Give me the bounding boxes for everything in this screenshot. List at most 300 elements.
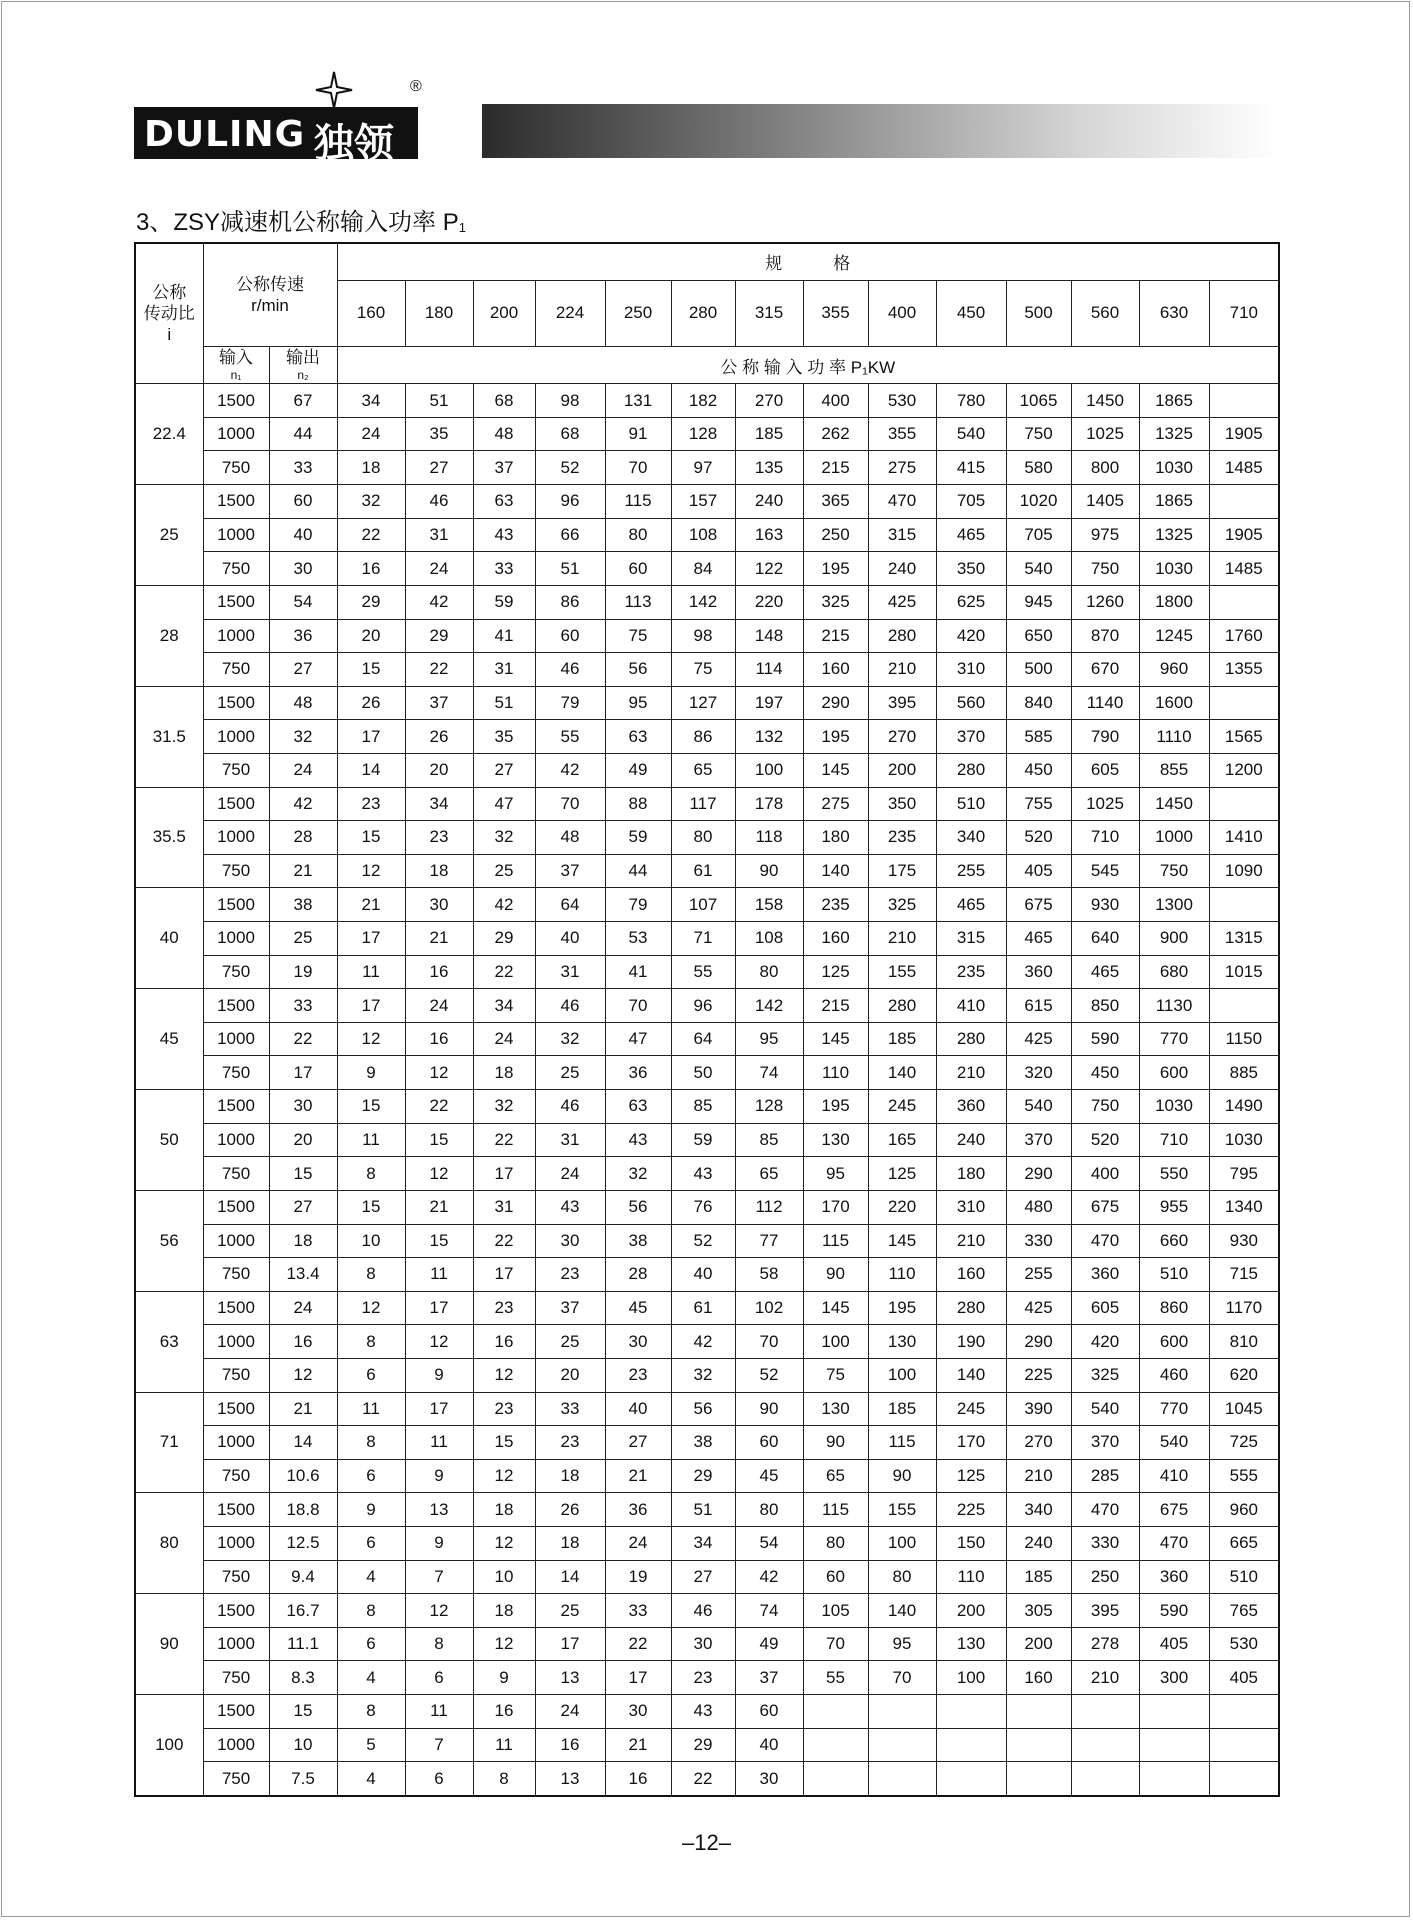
power-cell: 1030	[1139, 1090, 1209, 1124]
power-cell: 25	[473, 854, 535, 888]
power-cell: 59	[605, 821, 671, 855]
power-cell	[1139, 1728, 1209, 1762]
power-cell: 17	[535, 1627, 605, 1661]
power-cell: 14	[337, 753, 405, 787]
power-cell: 70	[868, 1661, 936, 1695]
ratio-cell: 71	[135, 1392, 203, 1493]
power-cell: 850	[1071, 989, 1139, 1023]
ratio-header-line2: 传动比	[143, 304, 195, 323]
power-cell: 1760	[1209, 619, 1279, 653]
speed-header-unit: r/min	[251, 295, 289, 315]
power-cell: 51	[405, 384, 473, 418]
output-speed-cell: 15	[269, 1695, 337, 1729]
power-cell: 79	[605, 888, 671, 922]
power-cell: 43	[671, 1157, 735, 1191]
table-row	[135, 518, 1279, 552]
power-cell: 11	[405, 1426, 473, 1460]
power-cell: 12	[405, 1056, 473, 1090]
power-cell: 900	[1139, 922, 1209, 956]
table-row	[135, 1459, 1279, 1493]
power-cell	[1209, 384, 1279, 418]
size-header: 160	[337, 280, 405, 346]
power-cell: 32	[473, 1090, 535, 1124]
power-cell: 32	[535, 1022, 605, 1056]
power-cell: 855	[1139, 753, 1209, 787]
power-cell: 56	[605, 1190, 671, 1224]
power-cell: 125	[803, 955, 868, 989]
table-row	[135, 1258, 1279, 1292]
power-cell: 17	[405, 1392, 473, 1426]
brand-logo	[134, 70, 424, 167]
power-cell: 85	[671, 1090, 735, 1124]
input-speed-cell: 1000	[203, 619, 269, 653]
ratio-cell: 28	[135, 585, 203, 686]
ratio-cell: 22.4	[135, 384, 203, 485]
power-cell	[1209, 1695, 1279, 1729]
power-cell: 605	[1071, 753, 1139, 787]
power-cell: 30	[671, 1627, 735, 1661]
power-cell: 115	[803, 1224, 868, 1258]
power-cell: 420	[936, 619, 1006, 653]
power-cell: 18	[337, 451, 405, 485]
power-cell: 85	[735, 1123, 803, 1157]
power-cell: 142	[735, 989, 803, 1023]
power-cell: 765	[1209, 1594, 1279, 1628]
power-cell: 8	[337, 1594, 405, 1628]
power-cell: 1565	[1209, 720, 1279, 754]
power-cell: 29	[671, 1728, 735, 1762]
size-header: 250	[605, 280, 671, 346]
power-cell: 155	[868, 1493, 936, 1527]
power-cell: 1025	[1071, 417, 1139, 451]
table-row	[135, 1090, 1279, 1124]
size-header: 315	[735, 280, 803, 346]
power-cell: 275	[868, 451, 936, 485]
power-cell: 370	[1071, 1426, 1139, 1460]
power-cell: 100	[868, 1358, 936, 1392]
power-cell: 8	[337, 1258, 405, 1292]
power-cell: 19	[605, 1560, 671, 1594]
power-cell: 170	[936, 1426, 1006, 1460]
size-header: 200	[473, 280, 535, 346]
power-cell: 180	[803, 821, 868, 855]
power-cell: 132	[735, 720, 803, 754]
power-cell: 1045	[1209, 1392, 1279, 1426]
speed-header	[203, 243, 337, 346]
power-cell: 975	[1071, 518, 1139, 552]
power-cell: 210	[936, 1056, 1006, 1090]
power-cell: 12	[337, 1291, 405, 1325]
power-cell: 48	[535, 821, 605, 855]
power-cell: 178	[735, 787, 803, 821]
power-cell: 18	[473, 1594, 535, 1628]
ratio-cell: 63	[135, 1291, 203, 1392]
power-cell: 16	[337, 552, 405, 586]
power-cell: 1130	[1139, 989, 1209, 1023]
power-cell: 160	[803, 653, 868, 687]
power-cell: 20	[535, 1358, 605, 1392]
power-cell: 110	[868, 1258, 936, 1292]
power-cell: 225	[1006, 1358, 1071, 1392]
page-number: –12–	[682, 1830, 731, 1855]
power-cell: 520	[1071, 1123, 1139, 1157]
power-cell: 97	[671, 451, 735, 485]
power-cell: 1450	[1139, 787, 1209, 821]
power-cell: 210	[868, 922, 936, 956]
power-cell: 37	[535, 1291, 605, 1325]
power-cell: 130	[868, 1325, 936, 1359]
ratio-cell: 56	[135, 1190, 203, 1291]
power-cell: 9	[405, 1459, 473, 1493]
power-cell: 320	[1006, 1056, 1071, 1090]
power-cell: 140	[868, 1056, 936, 1090]
power-cell: 40	[605, 1392, 671, 1426]
power-cell: 705	[936, 485, 1006, 519]
power-cell: 370	[936, 720, 1006, 754]
power-cell: 49	[605, 753, 671, 787]
power-cell: 16	[605, 1762, 671, 1796]
power-cell: 9	[405, 1526, 473, 1560]
input-speed-symbol: n₁	[230, 368, 242, 383]
power-cell: 60	[803, 1560, 868, 1594]
power-cell: 245	[936, 1392, 1006, 1426]
power-cell: 175	[868, 854, 936, 888]
power-cell: 50	[671, 1056, 735, 1090]
power-cell: 1340	[1209, 1190, 1279, 1224]
power-cell: 9	[337, 1056, 405, 1090]
output-speed-cell: 30	[269, 1090, 337, 1124]
power-cell: 1485	[1209, 552, 1279, 586]
power-cell: 95	[803, 1157, 868, 1191]
power-cell: 12	[405, 1594, 473, 1628]
power-cell: 90	[868, 1459, 936, 1493]
power-cell: 91	[605, 417, 671, 451]
output-speed-cell: 21	[269, 1392, 337, 1426]
star-icon	[314, 70, 354, 110]
power-cell: 27	[671, 1560, 735, 1594]
power-cell: 1600	[1139, 686, 1209, 720]
power-cell: 31	[473, 653, 535, 687]
size-header: 180	[405, 280, 473, 346]
power-cell: 170	[803, 1190, 868, 1224]
power-cell: 15	[337, 821, 405, 855]
section-title-text: 3、ZSY减速机公称输入功率 P	[136, 209, 459, 236]
power-cell: 200	[1006, 1627, 1071, 1661]
power-cell: 23	[405, 821, 473, 855]
power-cell: 750	[1006, 417, 1071, 451]
power-cell: 6	[337, 1627, 405, 1661]
input-speed-cell: 750	[203, 1358, 269, 1392]
ratio-cell: 25	[135, 485, 203, 586]
power-cell: 32	[337, 485, 405, 519]
table-row	[135, 1190, 1279, 1224]
power-cell: 76	[671, 1190, 735, 1224]
power-cell: 255	[1006, 1258, 1071, 1292]
power-cell: 24	[535, 1695, 605, 1729]
power-cell: 22	[671, 1762, 735, 1796]
power-cell: 360	[1139, 1560, 1209, 1594]
output-speed-cell: 22	[269, 1022, 337, 1056]
power-cell: 1025	[1071, 787, 1139, 821]
power-cell: 33	[605, 1594, 671, 1628]
output-speed-cell: 24	[269, 753, 337, 787]
input-speed-cell: 750	[203, 552, 269, 586]
power-cell: 95	[868, 1627, 936, 1661]
power-cell: 23	[473, 1392, 535, 1426]
power-cell: 840	[1006, 686, 1071, 720]
power-cell: 117	[671, 787, 735, 821]
power-cell: 16	[473, 1325, 535, 1359]
table-row	[135, 989, 1279, 1023]
power-cell: 25	[535, 1325, 605, 1359]
power-cell: 160	[1006, 1661, 1071, 1695]
power-cell: 400	[803, 384, 868, 418]
power-cell: 280	[868, 989, 936, 1023]
power-cell: 68	[473, 384, 535, 418]
power-cell: 12	[473, 1358, 535, 1392]
power-cell: 90	[735, 854, 803, 888]
power-cell: 770	[1139, 1392, 1209, 1426]
power-cell: 27	[473, 753, 535, 787]
power-cell: 20	[405, 753, 473, 787]
power-cell: 95	[605, 686, 671, 720]
power-cell: 17	[337, 922, 405, 956]
power-cell: 860	[1139, 1291, 1209, 1325]
power-cell: 53	[605, 922, 671, 956]
power-cell: 61	[671, 1291, 735, 1325]
power-cell: 470	[1071, 1493, 1139, 1527]
power-cell: 1865	[1139, 485, 1209, 519]
input-speed-cell: 1500	[203, 1594, 269, 1628]
power-cell: 270	[735, 384, 803, 418]
power-cell: 180	[936, 1157, 1006, 1191]
power-cell: 24	[405, 552, 473, 586]
power-cell: 520	[1006, 821, 1071, 855]
power-cell: 24	[473, 1022, 535, 1056]
power-cell: 160	[936, 1258, 1006, 1292]
table-row	[135, 1560, 1279, 1594]
power-cell: 415	[936, 451, 1006, 485]
table-row	[135, 1291, 1279, 1325]
input-speed-cell: 1500	[203, 989, 269, 1023]
input-speed-cell: 750	[203, 753, 269, 787]
power-cell: 1245	[1139, 619, 1209, 653]
power-cell: 142	[671, 585, 735, 619]
power-cell: 108	[735, 922, 803, 956]
table-row	[135, 1358, 1279, 1392]
power-cell: 365	[803, 485, 868, 519]
power-cell: 4	[337, 1762, 405, 1796]
power-cell: 60	[735, 1695, 803, 1729]
output-speed-cell: 27	[269, 653, 337, 687]
power-cell: 12	[473, 1459, 535, 1493]
output-speed-cell: 24	[269, 1291, 337, 1325]
power-cell: 930	[1071, 888, 1139, 922]
power-cell: 405	[1006, 854, 1071, 888]
power-cell: 470	[1071, 1224, 1139, 1258]
power-cell: 615	[1006, 989, 1071, 1023]
power-cell: 22	[473, 955, 535, 989]
power-cell: 30	[535, 1224, 605, 1258]
power-cell: 1325	[1139, 417, 1209, 451]
power-cell: 10	[337, 1224, 405, 1258]
table-row	[135, 417, 1279, 451]
power-cell: 25	[535, 1056, 605, 1090]
input-speed-cell: 1000	[203, 1224, 269, 1258]
power-cell: 8	[337, 1426, 405, 1460]
ratio-cell: 90	[135, 1594, 203, 1695]
power-cell: 280	[936, 1291, 1006, 1325]
power-cell: 290	[803, 686, 868, 720]
power-cell: 15	[337, 653, 405, 687]
power-cell: 510	[1139, 1258, 1209, 1292]
output-speed-cell: 14	[269, 1426, 337, 1460]
output-speed-cell: 44	[269, 417, 337, 451]
power-cell: 465	[1071, 955, 1139, 989]
power-cell: 750	[1071, 552, 1139, 586]
power-cell: 17	[405, 1291, 473, 1325]
power-cell: 395	[868, 686, 936, 720]
power-cell: 145	[803, 753, 868, 787]
power-cell: 675	[1139, 1493, 1209, 1527]
power-cell: 7	[405, 1560, 473, 1594]
power-cell: 470	[1139, 1526, 1209, 1560]
power-cell: 18	[405, 854, 473, 888]
power-cell	[1071, 1728, 1139, 1762]
input-speed-cell: 750	[203, 1157, 269, 1191]
power-cell: 930	[1209, 1224, 1279, 1258]
power-cell: 17	[337, 989, 405, 1023]
power-cell: 14	[535, 1560, 605, 1594]
power-cell: 107	[671, 888, 735, 922]
input-speed-cell: 1500	[203, 888, 269, 922]
registered-mark: ®	[410, 78, 422, 95]
power-cell: 130	[803, 1392, 868, 1426]
power-cell: 90	[803, 1258, 868, 1292]
power-cell: 15	[405, 1123, 473, 1157]
power-cell: 540	[1006, 1090, 1071, 1124]
power-cell: 225	[936, 1493, 1006, 1527]
power-cell: 33	[473, 552, 535, 586]
power-cell: 510	[1209, 1560, 1279, 1594]
input-speed-cell: 1000	[203, 1728, 269, 1762]
power-cell: 215	[803, 989, 868, 1023]
power-cell: 63	[473, 485, 535, 519]
power-cell: 425	[1006, 1291, 1071, 1325]
power-cell: 1140	[1071, 686, 1139, 720]
input-speed-label: 输入	[219, 347, 253, 367]
input-speed-cell: 1500	[203, 1291, 269, 1325]
power-cell: 22	[337, 518, 405, 552]
power-cell: 650	[1006, 619, 1071, 653]
power-cell: 1015	[1209, 955, 1279, 989]
table-row	[135, 1022, 1279, 1056]
power-cell: 1800	[1139, 585, 1209, 619]
power-cell: 465	[1006, 922, 1071, 956]
speed-header-label: 公称传速	[236, 274, 304, 294]
power-cell: 31	[535, 1123, 605, 1157]
power-cell: 450	[1071, 1056, 1139, 1090]
power-cell: 18	[473, 1493, 535, 1527]
power-cell: 1150	[1209, 1022, 1279, 1056]
power-cell: 61	[671, 854, 735, 888]
power-cell: 1200	[1209, 753, 1279, 787]
power-cell: 77	[735, 1224, 803, 1258]
power-cell: 370	[1006, 1123, 1071, 1157]
output-speed-cell: 42	[269, 787, 337, 821]
ratio-cell: 100	[135, 1695, 203, 1796]
power-cell: 270	[1006, 1426, 1071, 1460]
power-cell: 38	[671, 1426, 735, 1460]
power-cell: 45	[605, 1291, 671, 1325]
table-row	[135, 1123, 1279, 1157]
power-cell: 30	[605, 1695, 671, 1729]
power-cell: 26	[405, 720, 473, 754]
power-cell: 540	[1139, 1426, 1209, 1460]
power-cell: 43	[535, 1190, 605, 1224]
power-cell: 65	[803, 1459, 868, 1493]
table-row	[135, 1695, 1279, 1729]
power-cell	[1139, 1762, 1209, 1796]
input-speed-cell: 1000	[203, 1426, 269, 1460]
input-speed-cell: 750	[203, 955, 269, 989]
power-cell: 280	[868, 619, 936, 653]
power-cell: 128	[735, 1090, 803, 1124]
power-cell: 1865	[1139, 384, 1209, 418]
power-cell: 8	[337, 1695, 405, 1729]
power-cell: 310	[936, 1190, 1006, 1224]
power-cell: 23	[605, 1358, 671, 1392]
power-cell: 42	[671, 1325, 735, 1359]
output-speed-cell: 8.3	[269, 1661, 337, 1695]
power-cell: 660	[1139, 1224, 1209, 1258]
input-speed-cell: 1500	[203, 686, 269, 720]
power-cell	[1006, 1762, 1071, 1796]
power-cell: 325	[868, 888, 936, 922]
power-cell: 350	[868, 787, 936, 821]
ratio-header-line3: i	[167, 325, 172, 345]
input-speed-cell: 1500	[203, 1493, 269, 1527]
input-speed-cell: 1000	[203, 1022, 269, 1056]
power-cell: 12	[473, 1627, 535, 1661]
power-cell: 340	[1006, 1493, 1071, 1527]
power-cell: 11	[405, 1695, 473, 1729]
power-cell: 79	[535, 686, 605, 720]
power-cell: 38	[605, 1224, 671, 1258]
power-cell: 74	[735, 1594, 803, 1628]
power-cell: 128	[671, 417, 735, 451]
output-speed-cell: 15	[269, 1157, 337, 1191]
input-speed-cell: 750	[203, 1762, 269, 1796]
power-cell: 1905	[1209, 518, 1279, 552]
power-cell: 71	[671, 922, 735, 956]
table-row	[135, 1392, 1279, 1426]
table-row	[135, 1325, 1279, 1359]
power-cell: 240	[936, 1123, 1006, 1157]
power-cell: 29	[405, 619, 473, 653]
power-cell: 22	[473, 1123, 535, 1157]
power-cell: 29	[473, 922, 535, 956]
power-cell: 108	[671, 518, 735, 552]
power-cell: 95	[735, 1022, 803, 1056]
power-cell: 245	[868, 1090, 936, 1124]
power-cell: 26	[535, 1493, 605, 1527]
input-speed-cell: 1000	[203, 417, 269, 451]
power-cell: 28	[605, 1258, 671, 1292]
power-cell: 163	[735, 518, 803, 552]
power-cell: 80	[735, 955, 803, 989]
power-cell: 36	[605, 1493, 671, 1527]
